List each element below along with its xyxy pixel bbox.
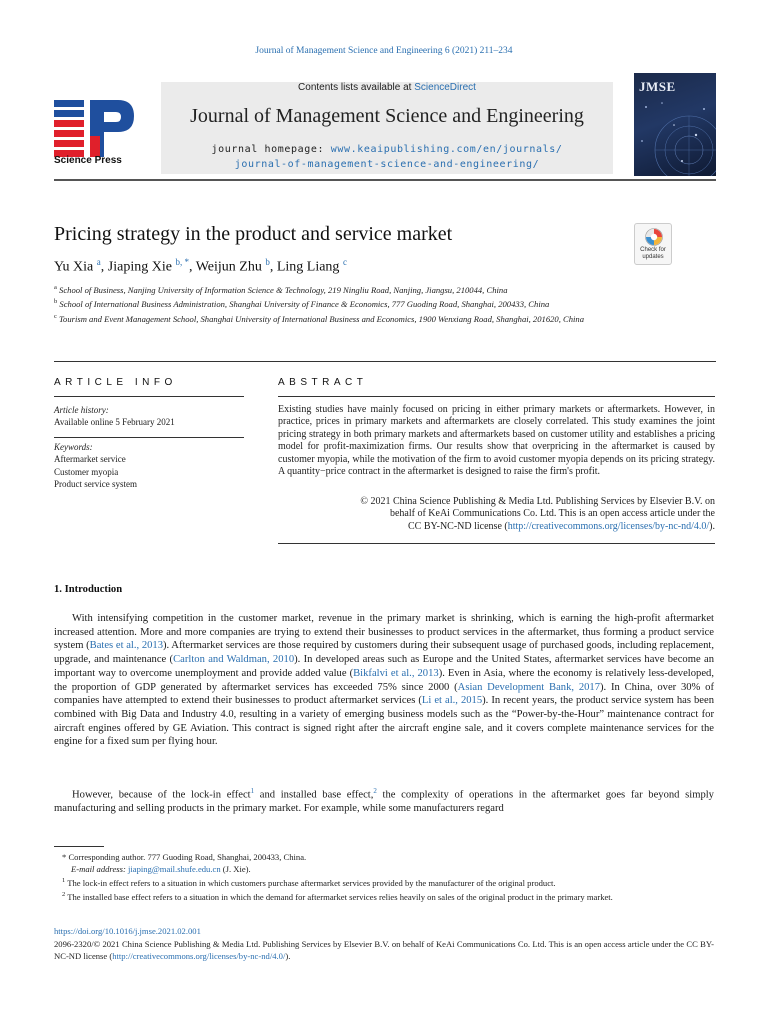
- history-value: Available online 5 February 2021: [54, 417, 175, 428]
- author-list: Yu Xia $^a$, Jiaping Xie $^{b, *}$, Weijun Zhu $^b$, Ling Liang $^c$: [54, 257, 347, 275]
- journal-homepage: [161, 142, 613, 172]
- cover-globe-image: [634, 95, 716, 176]
- journal-cover[interactable]: [634, 73, 716, 176]
- author-affiliation-link[interactable]: b, *: [175, 257, 189, 267]
- citation-link[interactable]: Li et al., 2015: [421, 695, 483, 707]
- author-affiliation-link[interactable]: a: [96, 257, 101, 267]
- affiliation-text: School of International Business Administration, Shanghai University of Finance & Economics, 777 Guoding Road, Shanghai, 200433, China: [59, 299, 550, 310]
- journal-title: Journal of Management Science and Engineering: [190, 105, 584, 127]
- citation-link[interactable]: Asian Development Bank, 2017: [457, 681, 601, 693]
- affiliation-marker: b: [54, 298, 58, 306]
- citation-link[interactable]: Carlton and Waldman, 2010: [173, 654, 295, 666]
- running-head[interactable]: Journal of Management Science and Engineering 6 (2021) 211–234: [255, 46, 513, 56]
- footnote-marker: 1: [62, 877, 66, 884]
- abstract-copyright: [278, 496, 715, 533]
- footnote-ref-link[interactable]: 2: [373, 787, 377, 795]
- doi-link[interactable]: https://doi.org/10.1016/j.jmse.2021.02.001: [54, 926, 201, 936]
- author-name: Yu Xia: [54, 259, 94, 275]
- body-text-run: ). Even in Asia, where the economy is relatively less-developed, the proportion of GDP generated by aftermarket services has exceeded 75% since 2000 (: [54, 667, 714, 693]
- issn-suffix: ).: [285, 951, 291, 961]
- crossmark-label-line-1: Check for: [640, 247, 666, 253]
- footnote-rule: [54, 846, 104, 847]
- keyword-item: Customer myopia: [54, 466, 119, 477]
- article-info-rule: [54, 396, 244, 397]
- masthead: [54, 73, 716, 177]
- keyword-item: Product service system: [54, 479, 137, 490]
- email-label: E-mail address:: [71, 864, 126, 874]
- email-suffix: (J. Xie).: [220, 864, 251, 874]
- history-label: Article history:: [54, 405, 109, 415]
- author-affiliation-link[interactable]: b: [265, 257, 270, 267]
- publisher-caption: Science Press: [54, 155, 122, 166]
- copyright-line-1: © 2021 China Science Publishing & Media Ltd. Publishing Services by Elsevier B.V. on: [360, 496, 715, 507]
- check-for-updates-badge[interactable]: [634, 223, 672, 265]
- footnote-text: The lock-in effect refers to a situation in which customers purchase aftermarket services provided by the manufacturer of the original product.: [67, 877, 556, 888]
- body-text-run: and installed base effect,: [254, 789, 374, 801]
- issn-license-link[interactable]: http://creativecommons.org/licenses/by-nc-nd/4.0/: [112, 951, 286, 961]
- issn-text: 2096-2320/© 2021 China Science Publishing & Media Ltd. Publishing Services by Elsevier B.V. on behalf of KeAi Communications Co. Ltd. This is an open access article under the CC BY-NC-ND license (: [54, 939, 714, 961]
- keyword-item: Aftermarket service: [54, 454, 126, 465]
- copyright-line-3: [278, 521, 715, 533]
- license-link[interactable]: http://creativecommons.org/licenses/by-nc-nd/4.0/: [507, 520, 710, 532]
- body-text-run: ). Aftermarket services are those required by customers during their subsequent usage of purchased goods, including replacement, upgrade, and maintenance (: [54, 640, 714, 666]
- body-text-run: the complexity of operations in the aftermarket goes far beyond simply manufacturing and selling products in the primary market. For example, while some manufacturers regard: [54, 789, 714, 815]
- affiliation-marker: c: [54, 312, 57, 320]
- header-rule: [54, 179, 716, 181]
- affiliation-text: Tourism and Event Management School, Shanghai University of International Business and Economics, 1900 Wenxiang Road, Shanghai, 201620, China: [59, 313, 585, 324]
- abstract-bottom-rule: [278, 543, 715, 544]
- homepage-link-2[interactable]: journal-of-management-science-and-engineering/: [234, 159, 540, 170]
- body-text-run: ). In China, over 30% of companies have attempted to extend their businesses to product aftermarket services (: [54, 681, 714, 707]
- citation-link[interactable]: Bikfalvi et al., 2013: [353, 667, 439, 679]
- author-name: Jiaping Xie: [107, 259, 172, 275]
- email-note: [54, 863, 714, 875]
- footnote-text: The installed base effect refers to a situation in which the demand for aftermarket services relies heavily on sales of the original product in the primary market.: [67, 891, 613, 902]
- affiliation-item: [54, 296, 614, 310]
- footnotes: [54, 851, 714, 903]
- keywords-label: Keywords:: [54, 442, 93, 452]
- license-prefix: CC BY-NC-ND license (: [408, 520, 508, 532]
- contents-line: [161, 82, 613, 93]
- crossmark-label: [635, 247, 671, 261]
- journal-banner: [161, 82, 613, 174]
- affiliation-text: School of Business, Nanjing University of Information Science & Technology, 219 Ningliu Road, Nanjing, Jiangsu, 210044, China: [59, 284, 508, 295]
- intro-paragraph-2: [54, 785, 714, 816]
- homepage-link-1[interactable]: www.keaipublishing.com/en/journals/: [330, 144, 563, 155]
- homepage-label: journal homepage:: [211, 144, 325, 155]
- citation-link[interactable]: Bates et al., 2013: [89, 640, 164, 652]
- affiliation-item: [54, 311, 614, 325]
- copyright-line-2: behalf of KeAi Communications Co. Ltd. This is an open access article under the: [389, 508, 715, 520]
- contents-prefix: Contents lists available at: [298, 82, 412, 93]
- affiliation-marker: a: [54, 284, 57, 291]
- footnote-ref-link[interactable]: 1: [250, 787, 255, 795]
- email-link[interactable]: jiaping@mail.shufe.edu.cn: [127, 864, 221, 874]
- abstract-rule: [278, 396, 715, 397]
- footnote-1: [54, 875, 714, 889]
- affiliation-item: [54, 282, 614, 296]
- license-suffix: ).: [709, 520, 715, 532]
- author-affiliation-link[interactable]: c: [342, 257, 347, 267]
- issn-copyright: [54, 938, 714, 962]
- crossmark-label-line-2: updates: [642, 254, 664, 260]
- keywords: [54, 441, 244, 491]
- section-rule: [54, 361, 716, 362]
- cover-title: JMSE: [639, 79, 676, 94]
- corresponding-author-note: * Corresponding author. 777 Guoding Road, Shanghai, 200433, China.: [62, 852, 307, 862]
- abstract-text: Existing studies have mainly focused on pricing in either primary markets or aftermarkets. However, in practice, prices in primary markets and aftermarkets are closely correlated. This study examines the joint pricing strategy in both primary markets and aftermarkets based on customer utility and establishes a pricing model for profit-maximization firms. Our results show that overpricing in the aftermarket is caused by customer myopia, while the motivation of the firm to avoid customer myopia depends on its pricing strategy. A quantity−price contract in the aftermarket is designed to raise the firm's profit.: [278, 404, 715, 478]
- author-name: Ling Liang: [276, 259, 340, 275]
- body-text-run: ). In recent years, the product service system has been combined with Big Data and Industry 4.0, resulting in a variety of emerging business models such as the “Power-by-the-Hour” maintenance contract for aircraft engines offered by GE Aviation. This contract is signed right after the aircraft engine sale, and it covers complete maintenance services for the engine for a fixed sum per flying hour.: [54, 695, 714, 748]
- article-title: Pricing strategy in the product and service market: [54, 223, 453, 245]
- keywords-rule: [54, 437, 244, 438]
- body-text-run: ). In developed areas such as Europe and the United States, aftermarket services have become an important way to overcome unemployment and provide added value (: [54, 654, 714, 679]
- body-text-run: However, because of the lock-in effect: [72, 789, 251, 801]
- footnote-2: [54, 889, 714, 903]
- footnote-marker: 2: [62, 890, 66, 898]
- article-info-heading: ARTICLE INFO: [54, 377, 177, 388]
- abstract-heading: ABSTRACT: [278, 377, 368, 388]
- section-heading-introduction: 1. Introduction: [54, 584, 123, 595]
- intro-paragraph-1: [54, 612, 714, 749]
- article-history: [54, 404, 244, 429]
- affiliations: [54, 282, 614, 325]
- sciencedirect-link[interactable]: ScienceDirect: [414, 82, 476, 93]
- crossmark-icon: [645, 228, 663, 246]
- author-name: Weijun Zhu: [195, 259, 262, 275]
- body-text-run: With intensifying competition in the customer market, revenue in the primary market is shrinking, which is earning the high-profit aftermarket increased attention. More and more companies are trying to extend their businesses to product services in the aftermarket, thus forming a product service system (: [54, 613, 714, 652]
